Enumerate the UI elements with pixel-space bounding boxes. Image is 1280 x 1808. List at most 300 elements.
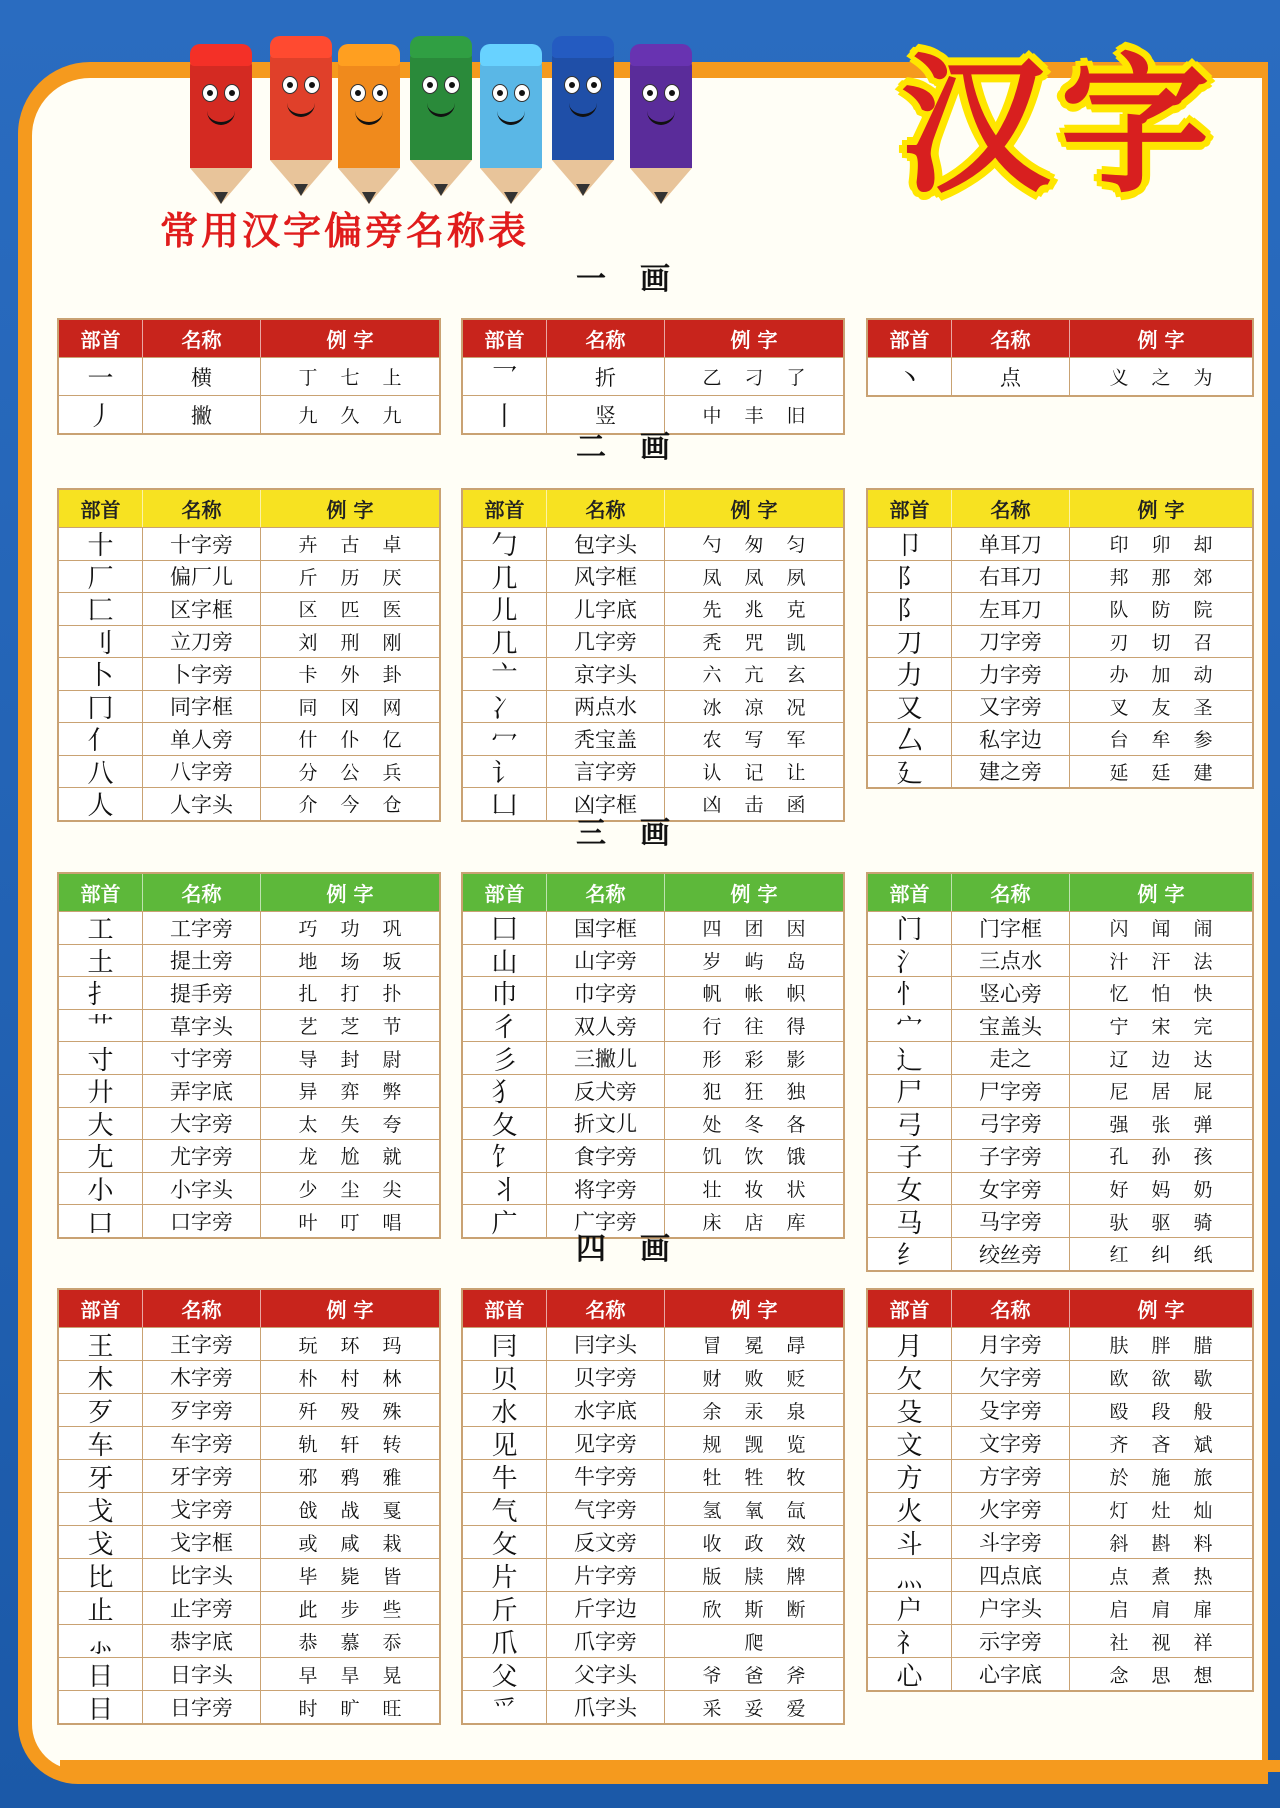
- radical-name-cell: 止字旁: [143, 1592, 261, 1624]
- example-char: 邪: [298, 1466, 318, 1489]
- radical-cell: 方: [868, 1460, 952, 1492]
- example-char: 恭: [298, 1631, 318, 1654]
- radical-cell: ⺗: [59, 1625, 143, 1657]
- example-chars-cell: [665, 528, 843, 560]
- example-char: 芝: [340, 1016, 360, 1039]
- example-char: 奶: [1193, 1179, 1213, 1202]
- example-char: 村: [340, 1367, 360, 1390]
- table-header: [59, 320, 439, 357]
- radical-cell: 戈: [59, 1526, 143, 1558]
- example-char: 饿: [786, 1146, 806, 1169]
- column-header-name: 名称: [952, 874, 1070, 911]
- radical-name-cell: 反犬旁: [547, 1075, 665, 1107]
- example-char: 财: [702, 1367, 722, 1390]
- radical-cell: 冃: [463, 1328, 547, 1360]
- example-char: 氧: [744, 1499, 764, 1522]
- example-chars-cell: [261, 1173, 439, 1205]
- table-row: [463, 1558, 843, 1591]
- example-char: 参: [1193, 729, 1213, 752]
- example-chars-cell: [665, 561, 843, 593]
- example-chars-cell: [261, 945, 439, 977]
- example-chars-cell: [1070, 1427, 1252, 1459]
- example-char: 般: [1193, 1400, 1213, 1423]
- example-char: 失: [340, 1113, 360, 1136]
- radical-name-cell: 爪字头: [547, 1691, 665, 1723]
- radical-name-cell: 殳字旁: [952, 1394, 1070, 1426]
- example-char: 兵: [382, 761, 402, 784]
- table-row: [868, 1492, 1252, 1525]
- example-char: 妆: [744, 1179, 764, 1202]
- table-row: [868, 1558, 1252, 1591]
- example-char: 函: [786, 794, 806, 817]
- radical-cell: 氵: [868, 945, 952, 977]
- example-char: 弹: [1193, 1113, 1213, 1136]
- radical-name-cell: 绞丝旁: [952, 1238, 1070, 1270]
- example-chars-cell: [665, 1361, 843, 1393]
- example-char: 余: [702, 1400, 722, 1423]
- example-char: 影: [786, 1048, 806, 1071]
- radical-cell: 斤: [463, 1592, 547, 1624]
- table-row: [463, 1041, 843, 1074]
- radical-cell: 水: [463, 1394, 547, 1426]
- example-char: 启: [1109, 1598, 1129, 1621]
- table-header: [463, 320, 843, 357]
- example-char: 视: [1151, 1631, 1171, 1654]
- radical-name-cell: 人字头: [143, 788, 261, 820]
- example-char: 郊: [1193, 566, 1213, 589]
- radical-cell: 弓: [868, 1108, 952, 1140]
- radical-cell: 刀: [868, 626, 952, 658]
- example-chars-cell: [261, 723, 439, 755]
- column-header-name: 名称: [143, 874, 261, 911]
- example-char: 况: [786, 696, 806, 719]
- radical-cell: 阝: [868, 561, 952, 593]
- example-char: 妈: [1151, 1179, 1171, 1202]
- example-char: 败: [744, 1367, 764, 1390]
- radical-table: [461, 488, 845, 822]
- example-char: 击: [744, 794, 764, 817]
- pencil-character: [270, 36, 332, 196]
- radical-cell: 文: [868, 1427, 952, 1459]
- example-char: 些: [382, 1598, 402, 1621]
- example-chars-cell: [261, 1361, 439, 1393]
- example-char: 张: [1151, 1113, 1171, 1136]
- example-char: 采: [702, 1697, 722, 1720]
- example-char: 肤: [1109, 1334, 1129, 1357]
- column-header-name: 名称: [952, 320, 1070, 357]
- example-char: 纠: [1151, 1244, 1171, 1267]
- table-row: [463, 560, 843, 593]
- radical-name-cell: 立刀旁: [143, 626, 261, 658]
- example-chars-cell: [665, 756, 843, 788]
- table-row: [463, 1393, 843, 1426]
- example-chars-cell: [665, 1140, 843, 1172]
- example-chars-cell: [261, 528, 439, 560]
- example-char: 尬: [340, 1146, 360, 1169]
- example-char: 介: [298, 794, 318, 817]
- radical-name-cell: 弓字旁: [952, 1108, 1070, 1140]
- table-row: [59, 1360, 439, 1393]
- table-row: [59, 1172, 439, 1205]
- example-char: 驮: [1109, 1211, 1129, 1234]
- radical-table: [57, 1288, 441, 1725]
- example-char: 克: [786, 599, 806, 622]
- example-chars-cell: [665, 1592, 843, 1624]
- example-chars-cell: [1070, 1592, 1252, 1624]
- example-char: 义: [1109, 367, 1129, 389]
- example-char: 艺: [298, 1016, 318, 1039]
- radical-name-cell: 风字框: [547, 561, 665, 593]
- example-chars-cell: [261, 1328, 439, 1360]
- radical-cell: 艹: [59, 1010, 143, 1042]
- example-char: 旷: [340, 1697, 360, 1720]
- radical-cell: 亻: [59, 723, 143, 755]
- column-header-radical: 部首: [59, 1290, 143, 1327]
- example-char: 亢: [744, 664, 764, 687]
- table-row: [463, 357, 843, 395]
- example-chars-cell: [261, 1559, 439, 1591]
- example-chars-cell: [261, 1140, 439, 1172]
- example-char: 冒: [702, 1334, 722, 1357]
- example-char: 巧: [298, 918, 318, 941]
- example-char: 圣: [1193, 696, 1213, 719]
- example-char: 闹: [1193, 918, 1213, 941]
- example-char: 於: [1109, 1466, 1129, 1489]
- example-char: 亿: [382, 729, 402, 752]
- example-chars-cell: [665, 358, 843, 395]
- example-char: 凶: [702, 794, 722, 817]
- example-char: 冰: [702, 696, 722, 719]
- table-row: [868, 944, 1252, 977]
- table-row: [868, 1624, 1252, 1657]
- example-char: 仓: [382, 794, 402, 817]
- table-row: [463, 976, 843, 1009]
- example-char: 灶: [1151, 1499, 1171, 1522]
- example-chars-cell: [261, 1075, 439, 1107]
- example-char: 旱: [340, 1664, 360, 1687]
- example-char: 农: [702, 729, 722, 752]
- example-char: 斤: [298, 566, 318, 589]
- example-char: 仆: [340, 729, 360, 752]
- example-chars-cell: [1070, 1394, 1252, 1426]
- example-char: 晃: [382, 1664, 402, 1687]
- radical-cell: 冂: [59, 691, 143, 723]
- example-chars-cell: [665, 626, 843, 658]
- example-chars-cell: [261, 1010, 439, 1042]
- table-row: [868, 911, 1252, 944]
- example-chars-cell: [665, 1691, 843, 1723]
- radical-name-cell: 竖: [547, 396, 665, 433]
- example-char: 兆: [744, 599, 764, 622]
- radical-name-cell: 京字头: [547, 658, 665, 690]
- example-char: 点: [1109, 1565, 1129, 1588]
- example-char: 屁: [1193, 1081, 1213, 1104]
- example-chars-cell: [1070, 1140, 1252, 1172]
- radical-name-cell: 示字旁: [952, 1625, 1070, 1657]
- radical-cell: 门: [868, 912, 952, 944]
- radical-table: [461, 872, 845, 1239]
- radical-cell: 丬: [463, 1173, 547, 1205]
- table-header: [868, 874, 1252, 911]
- radical-cell: 又: [868, 691, 952, 723]
- example-chars-cell: [1070, 1010, 1252, 1042]
- pencil-character: [190, 44, 252, 204]
- radical-cell: 礻: [868, 1625, 952, 1657]
- example-char: 今: [340, 794, 360, 817]
- radical-cell: 廴: [868, 756, 952, 788]
- column-header-name: 名称: [547, 874, 665, 911]
- radical-cell: 父: [463, 1658, 547, 1690]
- example-char: 牌: [786, 1565, 806, 1588]
- example-char: 台: [1109, 729, 1129, 752]
- column-header-name: 名称: [547, 320, 665, 357]
- radical-name-cell: 建之旁: [952, 756, 1070, 788]
- example-char: 建: [1193, 761, 1213, 784]
- radical-name-cell: 八字旁: [143, 756, 261, 788]
- radical-name-cell: 小字头: [143, 1173, 261, 1205]
- example-char: 扉: [1193, 1598, 1213, 1621]
- example-char: 欧: [1109, 1367, 1129, 1390]
- table-row: [868, 592, 1252, 625]
- radical-name-cell: 水字底: [547, 1394, 665, 1426]
- example-char: 觊: [744, 1433, 764, 1456]
- radical-name-cell: 包字头: [547, 528, 665, 560]
- radical-cell: 攵: [463, 1526, 547, 1558]
- example-chars-cell: [665, 658, 843, 690]
- example-char: 处: [702, 1113, 722, 1136]
- example-chars-cell: [1070, 977, 1252, 1009]
- radical-name-cell: 山字旁: [547, 945, 665, 977]
- example-char: 辽: [1109, 1048, 1129, 1071]
- example-char: 刑: [340, 631, 360, 654]
- example-char: 匆: [744, 534, 764, 557]
- table-row: [868, 657, 1252, 690]
- radical-name-cell: 提手旁: [143, 977, 261, 1009]
- table-row: [59, 1492, 439, 1525]
- radical-cell: 斗: [868, 1526, 952, 1558]
- radical-cell: 灬: [868, 1559, 952, 1591]
- example-char: 饮: [744, 1146, 764, 1169]
- radical-name-cell: 草字头: [143, 1010, 261, 1042]
- example-char: 屿: [744, 950, 764, 973]
- radical-cell: 饣: [463, 1140, 547, 1172]
- table-row: [59, 1074, 439, 1107]
- example-char: 孙: [1151, 1146, 1171, 1169]
- example-chars-cell: [261, 593, 439, 625]
- radical-name-cell: 戈字旁: [143, 1493, 261, 1525]
- radical-name-cell: 偏厂儿: [143, 561, 261, 593]
- example-char: 刁: [744, 367, 764, 389]
- example-char: 段: [1151, 1400, 1171, 1423]
- example-char: 公: [340, 761, 360, 784]
- example-char: 刚: [382, 631, 402, 654]
- example-chars-cell: [665, 1559, 843, 1591]
- radical-cell: 山: [463, 945, 547, 977]
- example-char: 延: [1109, 761, 1129, 784]
- example-char: 区: [298, 599, 318, 622]
- column-header-radical: 部首: [463, 1290, 547, 1327]
- example-chars-cell: [665, 1108, 843, 1140]
- table-row: [59, 625, 439, 658]
- radical-name-cell: 工字旁: [143, 912, 261, 944]
- example-char: 孔: [1109, 1146, 1129, 1169]
- example-char: 卦: [382, 664, 402, 687]
- example-char: 认: [702, 761, 722, 784]
- example-chars-cell: [261, 1108, 439, 1140]
- example-char: 弊: [382, 1081, 402, 1104]
- table-header: [463, 1290, 843, 1327]
- example-char: 斜: [1109, 1532, 1129, 1555]
- radical-cell: 王: [59, 1328, 143, 1360]
- example-char: 友: [1151, 696, 1171, 719]
- radical-name-cell: 戈字框: [143, 1526, 261, 1558]
- radical-cell: 日: [59, 1691, 143, 1723]
- radical-cell: 丿: [59, 396, 143, 433]
- example-char: 同: [298, 696, 318, 719]
- example-chars-cell: [1070, 658, 1252, 690]
- radical-name-cell: 气字旁: [547, 1493, 665, 1525]
- radical-cell: 纟: [868, 1238, 952, 1270]
- table-row: [868, 1041, 1252, 1074]
- table-row: [868, 1591, 1252, 1624]
- example-chars-cell: [1070, 1658, 1252, 1690]
- example-char: 牟: [1151, 729, 1171, 752]
- example-char: 各: [786, 1113, 806, 1136]
- table-row: [868, 1107, 1252, 1140]
- example-char: 政: [744, 1532, 764, 1555]
- example-char: 古: [340, 534, 360, 557]
- radical-name-cell: 十字旁: [143, 528, 261, 560]
- example-chars-cell: [1070, 1075, 1252, 1107]
- radical-name-cell: 见字旁: [547, 1427, 665, 1459]
- radical-cell: 爫: [463, 1691, 547, 1723]
- column-header-examples: 例 字: [326, 498, 374, 522]
- radical-name-cell: 方字旁: [952, 1460, 1070, 1492]
- radical-name-cell: 日字旁: [143, 1691, 261, 1723]
- radical-cell: 辶: [868, 1042, 952, 1074]
- radical-cell: 卩: [868, 528, 952, 560]
- radical-name-cell: 弄字底: [143, 1075, 261, 1107]
- example-char: 秃: [702, 631, 722, 654]
- column-header-name: 名称: [547, 490, 665, 527]
- example-char: 少: [298, 1179, 318, 1202]
- section-heading: 三画: [576, 816, 704, 851]
- example-char: 勺: [702, 534, 722, 557]
- example-char: 帐: [744, 983, 764, 1006]
- example-char: 导: [298, 1048, 318, 1071]
- example-char: 库: [786, 1211, 806, 1234]
- example-chars-cell: [665, 723, 843, 755]
- table-row: [463, 527, 843, 560]
- table-row: [868, 976, 1252, 1009]
- example-char: 步: [340, 1598, 360, 1621]
- radical-cell: 户: [868, 1592, 952, 1624]
- example-chars-cell: [261, 1460, 439, 1492]
- example-char: 因: [786, 918, 806, 941]
- radical-name-cell: 区字框: [143, 593, 261, 625]
- example-char: 匀: [786, 534, 806, 557]
- radical-name-cell: 广字旁: [547, 1205, 665, 1237]
- example-chars-cell: [1070, 1493, 1252, 1525]
- example-chars-cell: [1070, 691, 1252, 723]
- radical-cell: 土: [59, 945, 143, 977]
- radical-table: [461, 1288, 845, 1725]
- radical-name-cell: 竖心旁: [952, 977, 1070, 1009]
- example-char: 妥: [744, 1697, 764, 1720]
- radical-name-cell: 几字旁: [547, 626, 665, 658]
- radical-cell: 廾: [59, 1075, 143, 1107]
- radical-name-cell: 心字底: [952, 1658, 1070, 1690]
- example-chars-cell: [665, 1328, 843, 1360]
- column-header-examples: 例 字: [326, 882, 374, 906]
- example-char: 玩: [298, 1334, 318, 1357]
- table-row: [868, 1139, 1252, 1172]
- radical-name-cell: 儿字底: [547, 593, 665, 625]
- radical-cell: 马: [868, 1205, 952, 1237]
- radical-name-cell: 牙字旁: [143, 1460, 261, 1492]
- example-chars-cell: [665, 1460, 843, 1492]
- example-char: 院: [1193, 599, 1213, 622]
- example-char: 饥: [702, 1146, 722, 1169]
- example-char: 宋: [1151, 1016, 1171, 1039]
- example-char: 印: [1109, 534, 1129, 557]
- radical-name-cell: 三点水: [952, 945, 1070, 977]
- table-row: [463, 1690, 843, 1723]
- example-char: 尖: [382, 1179, 402, 1202]
- example-char: 戗: [298, 1499, 318, 1522]
- example-char: 犯: [702, 1081, 722, 1104]
- example-chars-cell: [1070, 626, 1252, 658]
- column-header-name: 名称: [143, 1290, 261, 1327]
- example-char: 皆: [382, 1565, 402, 1588]
- example-char: 卯: [1151, 534, 1171, 557]
- example-char: 煮: [1151, 1565, 1171, 1588]
- column-header-examples: 例 字: [1137, 882, 1185, 906]
- bottom-strip: [60, 1760, 1280, 1772]
- example-char: 外: [340, 664, 360, 687]
- example-char: 驱: [1151, 1211, 1171, 1234]
- table-row: [59, 1009, 439, 1042]
- radical-name-cell: 歹字旁: [143, 1394, 261, 1426]
- radical-name-cell: 比字头: [143, 1559, 261, 1591]
- radical-name-cell: 尸字旁: [952, 1075, 1070, 1107]
- column-header-radical: 部首: [59, 320, 143, 357]
- example-char: 热: [1193, 1565, 1213, 1588]
- example-char: 切: [1151, 631, 1171, 654]
- section-heading: 四画: [576, 1232, 704, 1267]
- radical-name-cell: 言字旁: [547, 756, 665, 788]
- example-chars-cell: [261, 977, 439, 1009]
- radical-name-cell: 车字旁: [143, 1427, 261, 1459]
- radical-cell: 讠: [463, 756, 547, 788]
- radical-cell: 厶: [868, 723, 952, 755]
- example-char: 丁: [298, 367, 318, 389]
- example-char: 让: [786, 761, 806, 784]
- example-char: 此: [298, 1598, 318, 1621]
- radical-cell: 厂: [59, 561, 143, 593]
- example-chars-cell: [665, 1042, 843, 1074]
- column-header-radical: 部首: [868, 874, 952, 911]
- example-char: 早: [298, 1664, 318, 1687]
- example-char: 记: [744, 761, 764, 784]
- example-char: 或: [298, 1532, 318, 1555]
- example-char: 办: [1109, 664, 1129, 687]
- table-row: [463, 625, 843, 658]
- example-char: 朴: [298, 1367, 318, 1390]
- example-char: 那: [1151, 566, 1171, 589]
- example-char: 异: [298, 1081, 318, 1104]
- table-header: [59, 1290, 439, 1327]
